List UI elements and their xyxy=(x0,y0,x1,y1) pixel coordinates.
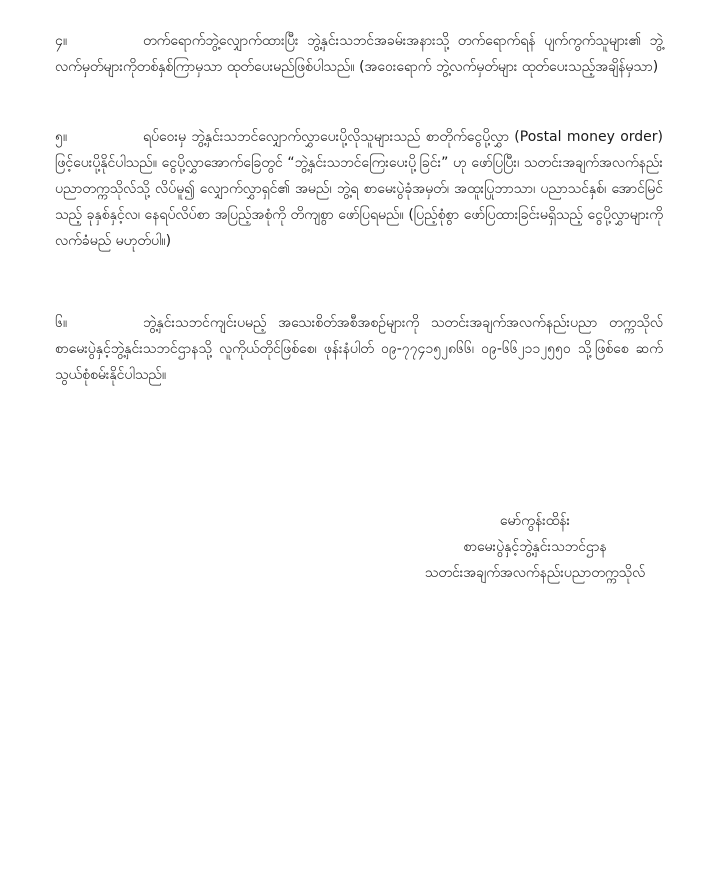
paragraph-text: တက်ရောက်ဘွဲ့လျှောက်ထားပြီး ဘွဲ့နှင်းသဘင်အခမ်းအနားသို့ တက်ရောက်ရန် ပျက်ကွက်သူများ၏ ဘွဲ့လက်မှတ်များကိုတစ်နှစ်ကြာမှသာ ထုတ်ပေးမည်ဖြစ်ပါသည်။ (အဝေးရောက် ဘွဲ့လက်မှတ်များ ထုတ်ပေးသည့်အချိန်မှသာ) xyxy=(55,33,663,75)
signatory-institution: သတင်းအချက်အလက်နည်းပညာတက္ကသိုလ် xyxy=(424,565,646,581)
paragraph-6 xyxy=(55,310,663,388)
signature-block xyxy=(360,508,710,586)
paragraph-text: ဘွဲ့နှင်းသဘင်ကျင်းပမည့် အသေးစိတ်အစီအစဉ်များကို သတင်းအချက်အလက်နည်းပညာ တက္ကသိုလ် စာမေးပွဲနှင့်ဘွဲ့နှင်းသဘင်ဌာနသို့ လူကိုယ်တိုင်ဖြစ်စေ၊ ဖုန်းနံပါတ် ၀၉-၇၇၄၁၅၂၈၆၆၊ ၀၉-၆၆၂၁၁၂၅၅၀ သို့ဖြစ်စေ ဆက်သွယ်စုံစမ်းနိုင်ပါသည်။ xyxy=(55,315,663,383)
paragraph-4 xyxy=(55,28,663,80)
paragraph-text: ရပ်ဝေးမှ ဘွဲ့နှင်းသဘင်လျှောက်လွှာပေးပို့လိုသူများသည် စာတိုက်ငွေပို့လွှာ (Postal money order) ဖြင့်ပေးပို့နိုင်ပါသည်။ ငွေပို့လွှာအောက်ခြေတွင် “ဘွဲ့နှင်းသဘင်ကြေးပေးပို့ခြင်း” ဟု ဖော်ပြပြီး၊ သတင်းအချက်အလက်နည်းပညာတက္ကသိုလ်သို့ လိပ်မူ၍ လျှောက်လွှာရှင်၏ အမည်၊ ဘွဲ့ရ စာမေးပွဲခုံအမှတ်၊ အထူးပြုဘာသာ၊ ပညာသင်နှစ်၊ အောင်မြင်သည့် ခုနှစ်နှင့်လ၊ နေရပ်လိပ်စာ အပြည့်အစုံကို တိကျစွာ ဖော်ပြရမည်။ (ပြည့်စုံစွာ ဖော်ပြထားခြင်းမရှိသည့် ငွေပို့လွှာများကို လက်ခံမည် မဟုတ်ပါ။) xyxy=(55,129,663,249)
signatory-title: မော်ကွန်းထိန်း xyxy=(499,513,571,529)
paragraph-number: ၄။ xyxy=(55,33,68,49)
paragraph-5 xyxy=(55,124,663,254)
paragraph-number: ၆။ xyxy=(55,315,68,331)
paragraph-number: ၅။ xyxy=(55,129,68,145)
signatory-department: စာမေးပွဲနှင့်ဘွဲ့နှင်းသဘင်ဌာန xyxy=(463,539,607,555)
